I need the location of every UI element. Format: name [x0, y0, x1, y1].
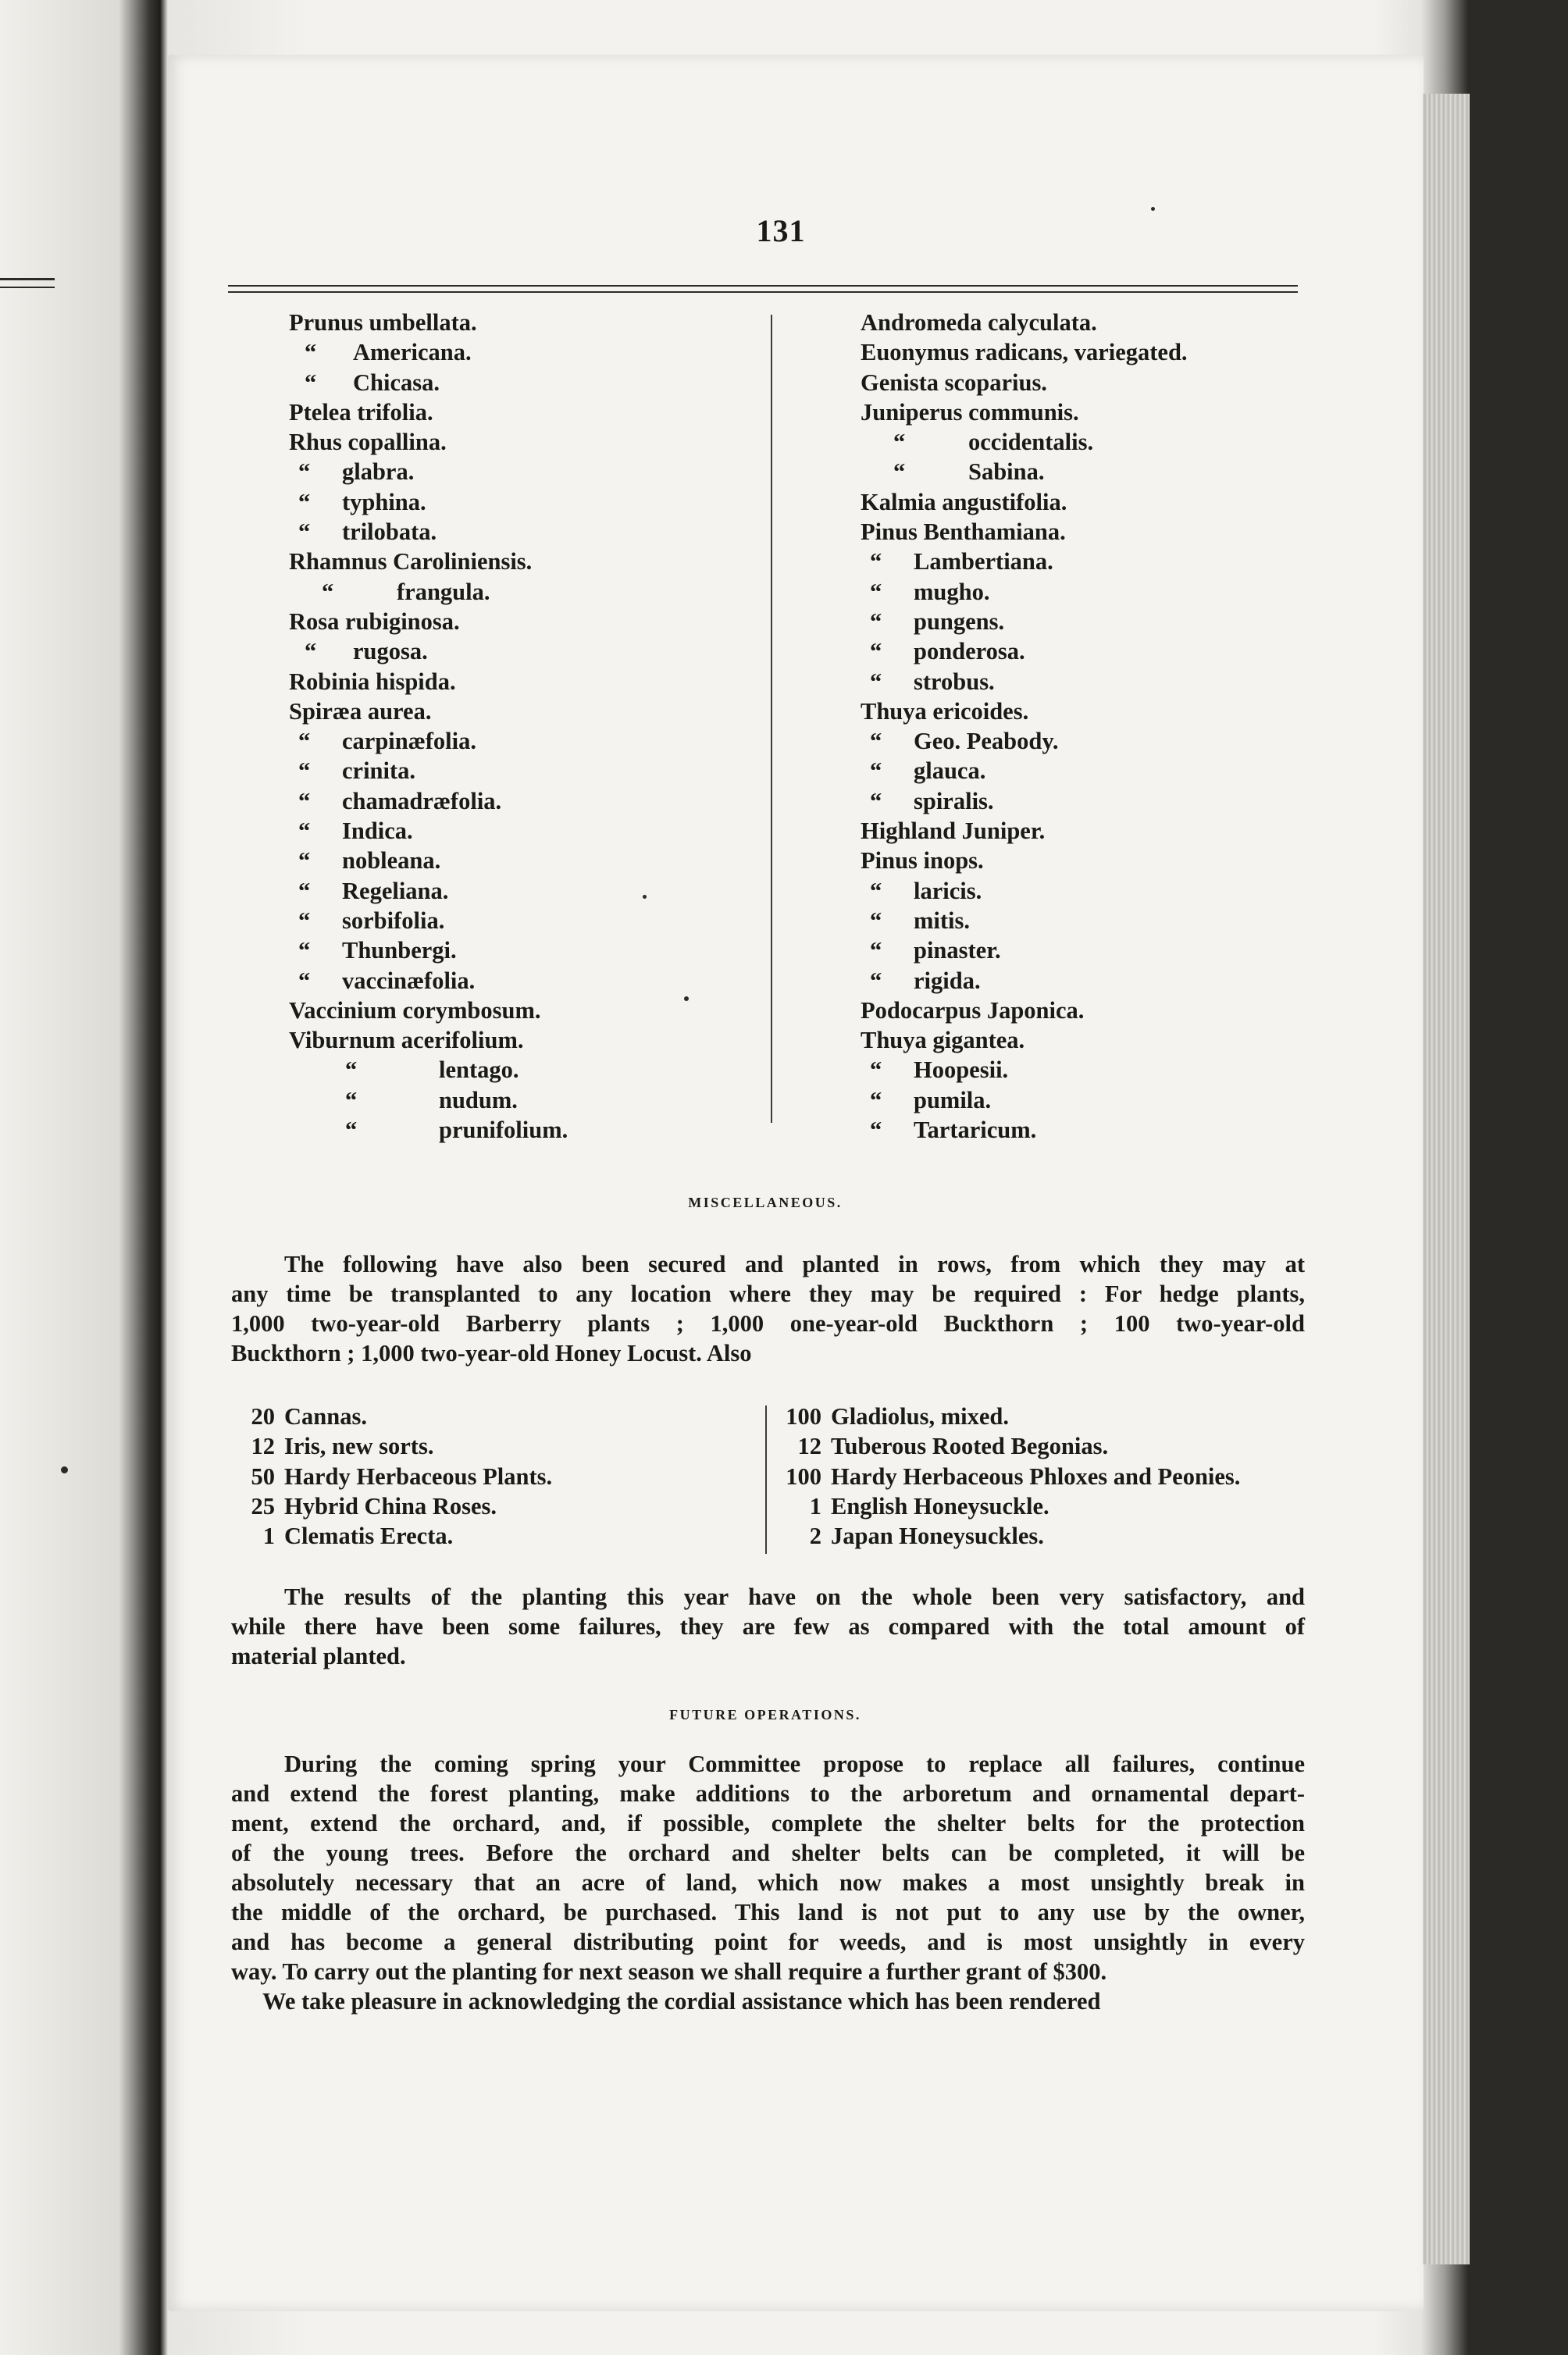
species-entry — [861, 996, 1188, 1025]
ditto-mark: “ — [298, 728, 311, 755]
species-entry — [289, 607, 568, 636]
species-entry — [861, 397, 1188, 427]
ditto-mark: “ — [870, 907, 882, 934]
page-number: 131 — [756, 213, 806, 248]
species-entry — [289, 996, 568, 1025]
species-name: glauca. — [914, 757, 986, 785]
species-entry — [861, 816, 1188, 846]
species-name: pinaster. — [914, 937, 1001, 964]
ditto-mark: “ — [298, 937, 311, 964]
quantity: 2 — [809, 1523, 821, 1550]
species-entry — [861, 786, 1188, 816]
quantity: 1 — [262, 1523, 275, 1550]
species-name: nudum. — [439, 1086, 518, 1113]
species-entry — [289, 935, 568, 965]
plant-name: Hardy Herbaceous Plants. — [284, 1463, 553, 1490]
quantity: 100 — [786, 1403, 821, 1430]
species-entry — [289, 1055, 568, 1085]
ditto-mark: “ — [870, 638, 882, 665]
species-entry — [289, 457, 568, 486]
species-name: Robinia hispida. — [289, 668, 456, 695]
paragraph-line: material planted. — [231, 1643, 406, 1669]
scan-speck — [61, 1466, 68, 1473]
paragraph-line: and has become a general distributing point for weeds, and is most unsightly in every — [231, 1929, 1305, 1955]
species-entry — [289, 547, 568, 576]
paragraph-line: 1,000 two-year-old Barberry plants ; 1,000 one-year-old Buckthorn ; 100 two-year-old — [231, 1310, 1305, 1337]
species-entry — [861, 966, 1188, 996]
ditto-mark: “ — [870, 877, 882, 904]
species-entry — [289, 308, 568, 337]
species-entry — [289, 697, 568, 726]
ditto-mark: “ — [870, 668, 882, 695]
ditto-mark: “ — [298, 907, 311, 934]
plant-name: Hardy Herbaceous Phloxes and Peonies. — [831, 1463, 1241, 1490]
ditto-mark: “ — [870, 578, 882, 605]
species-name: Highland Juniper. — [861, 818, 1046, 845]
paragraph-miscellaneous — [231, 1249, 1305, 1368]
plant-quantity-row — [226, 1462, 552, 1491]
ditto-mark: “ — [298, 847, 311, 875]
species-entry — [289, 397, 568, 427]
species-entry — [289, 368, 568, 397]
species-name: Lambertiana. — [914, 548, 1053, 575]
species-entry — [289, 816, 568, 846]
species-name: Andromeda calyculata. — [861, 309, 1097, 336]
species-name: trilobata. — [342, 518, 437, 546]
ditto-mark: “ — [870, 757, 882, 785]
species-name: Thuya gigantea. — [861, 1027, 1025, 1054]
ditto-mark: “ — [345, 1056, 358, 1084]
ditto-mark: “ — [345, 1117, 358, 1144]
ditto-mark: “ — [870, 607, 882, 635]
species-entry — [861, 487, 1188, 517]
species-entry — [861, 368, 1188, 397]
species-name: pumila. — [914, 1086, 992, 1113]
species-list-left — [289, 308, 568, 1145]
species-name: Thunbergi. — [342, 937, 457, 964]
species-name: Vaccinium corymbosum. — [289, 996, 541, 1024]
species-name: ponderosa. — [914, 638, 1025, 665]
species-entry — [861, 935, 1188, 965]
ditto-mark: “ — [298, 757, 311, 785]
paragraph-line: We take pleasure in acknowledging the cordial assistance which has been rendered — [262, 1988, 1101, 2015]
quantity: 12 — [251, 1433, 275, 1460]
species-entry — [289, 427, 568, 457]
species-name: spiralis. — [914, 787, 994, 814]
paragraph-line: the middle of the orchard, be purchased. This land is not put to any use by the owner, — [231, 1899, 1305, 1926]
species-name: nobleana. — [342, 847, 441, 875]
species-name: pungens. — [914, 607, 1005, 635]
quantity: 50 — [251, 1463, 275, 1490]
species-name: Viburnum acerifolium. — [289, 1027, 524, 1054]
ditto-mark: “ — [345, 1086, 358, 1113]
species-entry — [861, 427, 1188, 457]
ditto-mark: “ — [305, 638, 317, 665]
species-entry — [861, 337, 1188, 367]
species-name: Genista scoparius. — [861, 369, 1047, 396]
species-entry — [861, 308, 1188, 337]
plant-name: Japan Honeysuckles. — [831, 1523, 1044, 1550]
section-heading-miscellaneous: MISCELLANEOUS. — [688, 1195, 843, 1210]
species-entry — [861, 547, 1188, 576]
plant-name: Tuberous Rooted Begonias. — [831, 1433, 1109, 1460]
species-list-right — [861, 308, 1188, 1145]
plant-quantity-row — [226, 1402, 552, 1431]
paragraph-line: During the coming spring your Committee propose to replace all failures, continue — [284, 1751, 1305, 1777]
species-name: Pinus Benthamiana. — [861, 518, 1066, 546]
header-rule — [228, 285, 1298, 293]
species-name: mitis. — [914, 907, 971, 934]
ditto-mark: “ — [305, 369, 317, 396]
scan-speck — [1151, 207, 1155, 211]
ditto-mark: “ — [305, 339, 317, 366]
ditto-mark: “ — [298, 458, 311, 486]
paragraph-line: absolutely necessary that an acre of land, which now makes a most unsightly break in — [231, 1869, 1305, 1896]
species-entry — [289, 517, 568, 547]
species-entry — [289, 786, 568, 816]
paragraph-future-operations — [231, 1749, 1305, 2016]
ditto-mark: “ — [870, 548, 882, 575]
left-page-rule — [0, 278, 55, 288]
paragraph-results — [231, 1582, 1305, 1671]
species-entry — [289, 1085, 568, 1115]
paragraph-line: The following have also been secured and planted in rows, from which they may at — [284, 1251, 1305, 1277]
species-entry — [861, 697, 1188, 726]
ditto-mark: “ — [870, 937, 882, 964]
species-name: sorbifolia. — [342, 907, 445, 934]
scan-speck — [684, 996, 689, 1001]
misc-plant-list-left — [226, 1402, 552, 1551]
paragraph-line: while there have been some failures, they are few as compared with the total amount of — [231, 1613, 1305, 1640]
species-name: Regeliana. — [342, 877, 449, 904]
species-name: Sabina. — [968, 458, 1045, 486]
plant-name: Iris, new sorts. — [284, 1433, 434, 1460]
ditto-mark: “ — [893, 429, 906, 456]
species-entry — [289, 1115, 568, 1145]
plant-name: Cannas. — [284, 1403, 367, 1430]
ditto-mark: “ — [298, 787, 311, 814]
plant-name: Hybrid China Roses. — [284, 1492, 497, 1520]
species-name: Spiræa aurea. — [289, 697, 432, 725]
species-entry — [861, 756, 1188, 786]
species-name: Chicasa. — [353, 369, 440, 396]
species-name: frangula. — [397, 578, 490, 605]
plant-quantity-row — [775, 1431, 1240, 1461]
ditto-mark: “ — [870, 1117, 882, 1144]
species-entry — [861, 1025, 1188, 1055]
species-name: Americana. — [353, 339, 472, 366]
quantity: 12 — [797, 1433, 821, 1460]
species-name: occidentalis. — [968, 429, 1094, 456]
species-name: prunifolium. — [439, 1117, 568, 1144]
species-name: Rhus copallina. — [289, 429, 447, 456]
ditto-mark: “ — [893, 458, 906, 486]
species-name: glabra. — [342, 458, 415, 486]
species-entry — [861, 876, 1188, 906]
plant-quantity-row — [775, 1462, 1240, 1491]
species-entry — [861, 517, 1188, 547]
species-name: vaccinæfolia. — [342, 967, 476, 994]
species-entry — [861, 846, 1188, 875]
species-name: chamadræfolia. — [342, 787, 502, 814]
quantity: 25 — [251, 1492, 275, 1520]
misc-plant-list-right — [775, 1402, 1240, 1551]
ditto-mark: “ — [870, 787, 882, 814]
species-name: Rosa rubiginosa. — [289, 607, 460, 635]
species-entry — [289, 337, 568, 367]
species-entry — [289, 876, 568, 906]
quantity: 100 — [786, 1463, 821, 1490]
species-name: mugho. — [914, 578, 990, 605]
species-name: Thuya ericoides. — [861, 697, 1029, 725]
quantity: 1 — [809, 1492, 821, 1520]
paragraph-line: Buckthorn ; 1,000 two-year-old Honey Locust. Also — [231, 1340, 752, 1366]
species-entry — [861, 906, 1188, 935]
scan-speck — [643, 895, 647, 899]
species-name: Prunus umbellata. — [289, 309, 477, 336]
ditto-mark: “ — [298, 967, 311, 994]
ditto-mark: “ — [870, 1056, 882, 1084]
plant-quantity-row — [775, 1402, 1240, 1431]
page-stack-edges — [1423, 94, 1470, 2264]
species-name: lentago. — [439, 1056, 519, 1084]
species-entry — [861, 457, 1188, 486]
species-name: Euonymus radicans, variegated. — [861, 339, 1188, 366]
section-heading-future-operations: FUTURE OPERATIONS. — [669, 1707, 861, 1723]
species-name: Tartaricum. — [914, 1117, 1037, 1144]
quantity: 20 — [251, 1403, 275, 1430]
plant-quantity-row — [226, 1431, 552, 1461]
left-page-edge — [0, 0, 148, 2355]
species-name: Indica. — [342, 818, 413, 845]
paragraph-line: and extend the forest planting, make additions to the arboretum and ornamental depart- — [231, 1780, 1305, 1807]
species-name: Podocarpus Japonica. — [861, 996, 1085, 1024]
species-name: Kalmia angustifolia. — [861, 488, 1067, 515]
ditto-mark: “ — [870, 1086, 882, 1113]
species-name: Juniperus communis. — [861, 398, 1079, 426]
species-entry — [861, 726, 1188, 756]
plant-quantity-row — [775, 1521, 1240, 1551]
plant-name: English Honeysuckle. — [831, 1492, 1049, 1520]
species-entry — [289, 726, 568, 756]
species-entry — [861, 577, 1188, 607]
species-entry — [861, 636, 1188, 666]
species-name: Hoopesii. — [914, 1056, 1009, 1084]
species-entry — [289, 906, 568, 935]
species-name: rigida. — [914, 967, 981, 994]
ditto-mark: “ — [322, 578, 334, 605]
species-entry — [861, 1115, 1188, 1145]
ditto-mark: “ — [298, 518, 311, 546]
species-name: typhina. — [342, 488, 426, 515]
species-entry — [289, 487, 568, 517]
paragraph-line: any time be transplanted to any location where they may be required : For hedge plants, — [231, 1281, 1305, 1307]
ditto-mark: “ — [870, 728, 882, 755]
paragraph-line: ment, extend the orchard, and, if possible, complete the shelter belts for the protection — [231, 1810, 1305, 1837]
species-entry — [289, 966, 568, 996]
column-divider — [771, 315, 772, 1123]
species-entry — [289, 667, 568, 697]
species-entry — [861, 1055, 1188, 1085]
plant-quantity-row — [226, 1521, 552, 1551]
species-name: laricis. — [914, 877, 982, 904]
species-entry — [289, 636, 568, 666]
ditto-mark: “ — [298, 877, 311, 904]
plant-name: Gladiolus, mixed. — [831, 1403, 1009, 1430]
plant-name: Clematis Erecta. — [284, 1523, 454, 1550]
species-entry — [861, 607, 1188, 636]
species-name: carpinæfolia. — [342, 728, 476, 755]
species-name: rugosa. — [353, 638, 428, 665]
species-entry — [861, 1085, 1188, 1115]
species-entry — [289, 577, 568, 607]
species-entry — [861, 667, 1188, 697]
ditto-mark: “ — [870, 967, 882, 994]
species-entry — [289, 756, 568, 786]
species-name: Rhamnus Caroliniensis. — [289, 548, 533, 575]
ditto-mark: “ — [298, 488, 311, 515]
species-name: strobus. — [914, 668, 995, 695]
plant-quantity-row — [226, 1491, 552, 1521]
species-entry — [289, 1025, 568, 1055]
paragraph-line: The results of the planting this year have on the whole been very satisfactory, and — [284, 1584, 1305, 1610]
species-name: Pinus inops. — [861, 847, 984, 875]
paragraph-line: of the young trees. Before the orchard and shelter belts can be completed, it will be — [231, 1840, 1305, 1866]
species-entry — [289, 846, 568, 875]
plant-quantity-row — [775, 1491, 1240, 1521]
species-name: crinita. — [342, 757, 416, 785]
paragraph-line: way. To carry out the planting for next season we shall require a further grant of $300. — [231, 1958, 1107, 1985]
species-name: Ptelea trifolia. — [289, 398, 433, 426]
list-divider — [765, 1406, 767, 1554]
ditto-mark: “ — [298, 818, 311, 845]
species-name: Geo. Peabody. — [914, 728, 1059, 755]
